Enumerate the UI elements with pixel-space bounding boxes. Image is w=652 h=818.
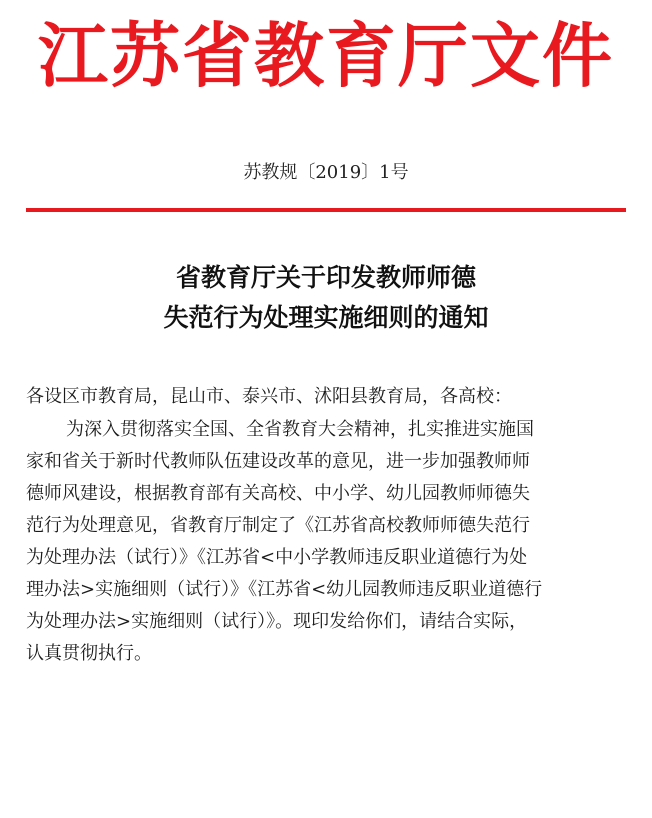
- body-line: 认真贯彻执行。: [26, 643, 152, 664]
- body-line: 为处理办法（试行）》《江苏省<中小学教师违反职业道德行为处: [26, 547, 528, 568]
- body-line: 为深入贯彻落实全国、全省教育大会精神，扎实推进实施国: [66, 419, 534, 440]
- body-line: 为处理办法>实施细则（试行）》。现印发给你们，请结合实际，: [26, 611, 528, 632]
- body-line: 理办法>实施细则（试行）》《江苏省<幼儿园教师违反职业道德行: [26, 579, 543, 600]
- notice-title-line-1: 省教育厅关于印发教师师德: [175, 263, 476, 292]
- body-line: 家和省关于新时代教师队伍建设改革的意见，进一步加强教师师: [26, 451, 530, 472]
- masthead-title: 江苏省教育厅文件: [38, 15, 614, 97]
- salutation: 各设区市教育局，昆山市、泰兴市、沭阳县教育局，各高校：: [26, 386, 512, 407]
- body-paragraph: [26, 414, 626, 670]
- red-divider-line: [26, 208, 626, 212]
- notice-title-line-2: 失范行为处理实施细则的通知: [163, 303, 489, 332]
- notice-title: [0, 258, 652, 338]
- document-number: 苏教规〔2019〕1号: [243, 162, 409, 183]
- body-line: 德师风建设，根据教育部有关高校、中小学、幼儿园教师师德失: [26, 483, 530, 504]
- body-line: 范行为处理意见，省教育厅制定了《江苏省高校教师师德失范行: [26, 515, 530, 536]
